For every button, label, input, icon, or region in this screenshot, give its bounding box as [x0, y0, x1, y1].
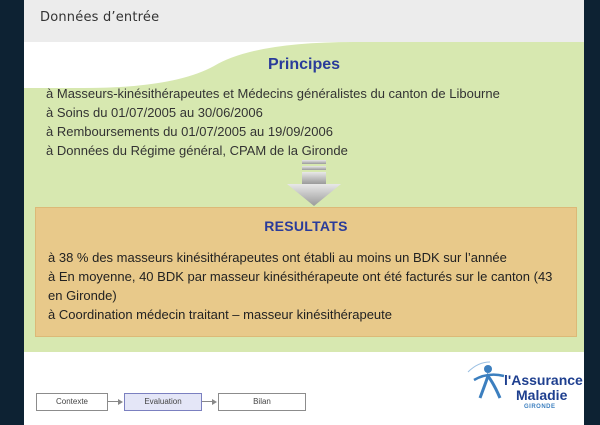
nav-evaluation[interactable]: Evaluation — [124, 393, 202, 411]
results-box — [36, 208, 576, 336]
principes-title: Principes — [267, 56, 341, 73]
nav-contexte[interactable]: Contexte — [36, 393, 108, 411]
results-title: RESULTATS — [264, 218, 348, 234]
results-item: à En moyenne, 40 BDK par masseur kinésithérapeute ont été facturés sur le canton (43 en Gironde) — [48, 269, 553, 303]
logo-line-2: Maladie — [516, 387, 568, 403]
results-list — [48, 248, 568, 324]
results-item: à Coordination médecin traitant – masseur kinésithérapeute — [48, 307, 392, 322]
nav-arrow-icon — [212, 399, 217, 405]
principes-item: à Soins du 01/07/2005 au 30/06/2006 — [46, 105, 263, 120]
principes-item: à Remboursements du 01/07/2005 au 19/09/2006 — [46, 124, 333, 139]
nav-connector — [108, 401, 118, 402]
nav-bilan[interactable]: Bilan — [218, 393, 306, 411]
assurance-maladie-logo — [464, 356, 582, 414]
principes-list — [46, 84, 500, 160]
logo-line-3: GIRONDE — [524, 404, 556, 410]
nav-arrow-icon — [118, 399, 123, 405]
principes-item: à Masseurs-kinésithérapeutes et Médecins généralistes du canton de Libourne — [46, 86, 500, 101]
logo-line-1: l'Assurance — [504, 372, 583, 388]
header-title: Données d’entrée — [40, 10, 160, 25]
down-arrow-icon — [287, 160, 341, 206]
nav-connector — [202, 401, 212, 402]
results-item: à 38 % des masseurs kinésithérapeutes ont établi au moins un BDK sur l’année — [48, 250, 507, 265]
slide — [24, 0, 584, 425]
principes-item: à Données du Régime général, CPAM de la Gironde — [46, 143, 348, 158]
